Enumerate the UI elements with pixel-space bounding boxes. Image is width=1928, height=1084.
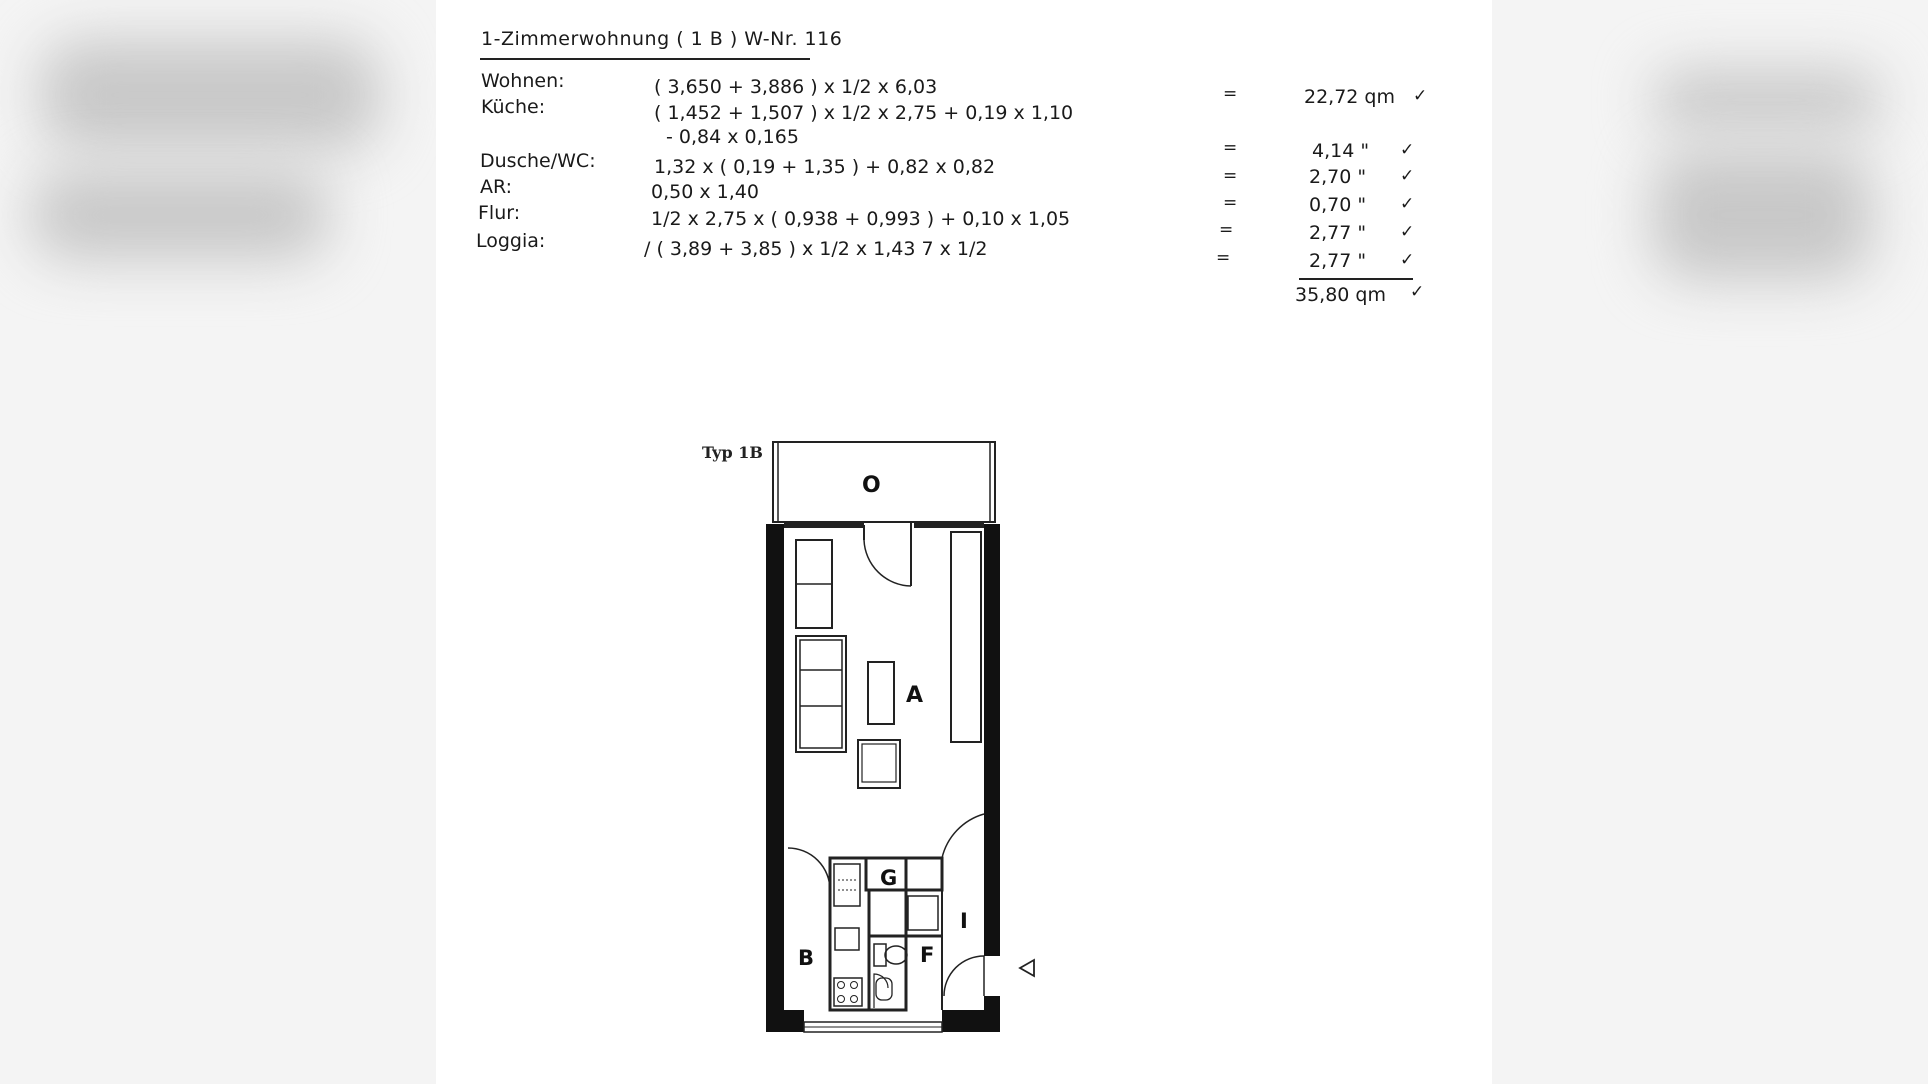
total-value: 35,80 qm: [1295, 284, 1387, 306]
row-label-flur: Flur:: [478, 202, 521, 224]
check-mark: ✓: [1400, 222, 1415, 242]
row-value-flur: 2,77 ": [1309, 222, 1367, 244]
row-value-dusche-wc: 2,70 ": [1309, 166, 1367, 188]
shower: [908, 896, 938, 930]
row-formula-flur: 1/2 x 2,75 x ( 0,938 + 0,993 ) + 0,10 x 1,05: [651, 208, 1071, 230]
row-equals: =: [1216, 248, 1231, 268]
loggia-outline: [773, 442, 995, 522]
check-mark: ✓: [1400, 194, 1415, 214]
room-g: [866, 858, 942, 890]
wall-right: [984, 524, 1000, 956]
row-formula-ar: 0,50 x 1,40: [651, 181, 759, 203]
room-label-b: B: [798, 946, 815, 970]
document-page: [436, 0, 1492, 1084]
entrance-door-swing: [944, 956, 984, 996]
room-label-i: I: [960, 909, 968, 933]
door-swing: [788, 848, 830, 890]
page-title: 1-Zimmerwohnung ( 1 B ) W-Nr. 116: [481, 28, 843, 50]
row-value-wohnen: 22,72 qm: [1304, 86, 1396, 108]
check-mark: ✓: [1400, 250, 1415, 270]
blurred-background-left: [0, 0, 436, 1084]
row-label-wohnen: Wohnen:: [481, 70, 565, 92]
blurred-background-right: [1492, 0, 1928, 1084]
room-label-g: G: [880, 866, 898, 890]
door-swing: [864, 540, 911, 586]
wardrobe: [951, 532, 981, 742]
toilet-tank: [874, 944, 886, 966]
row-equals: =: [1223, 138, 1238, 158]
row-equals: =: [1223, 84, 1238, 104]
row-formula-loggia: / ( 3,89 + 3,85 ) x 1/2 x 1,43 7 x 1/2: [644, 238, 988, 260]
room-label-a: A: [906, 683, 924, 708]
toilet-icon: [885, 946, 907, 964]
row-equals: =: [1223, 166, 1238, 186]
row-label-loggia: Loggia:: [476, 230, 546, 252]
armchair: [858, 740, 900, 788]
room-label-o: O: [862, 473, 881, 498]
check-mark: ✓: [1400, 140, 1415, 160]
row-label-ar: AR:: [480, 176, 513, 198]
entrance-arrow-icon: [1020, 960, 1034, 976]
row-equals: =: [1219, 220, 1234, 240]
check-mark: ✓: [1400, 166, 1415, 186]
plan-type-label: Typ 1B: [702, 443, 763, 462]
washbasin: [876, 978, 892, 1000]
kitchen-counter: [834, 864, 860, 906]
wall-left: [766, 524, 784, 1032]
row-value-ar: 0,70 ": [1309, 194, 1367, 216]
door-swing: [942, 814, 984, 858]
table: [868, 662, 894, 724]
row-label-dusche-wc: Dusche/WC:: [480, 150, 596, 172]
floor-plan: [436, 0, 1492, 1084]
row-formula-kueche-line2: - 0,84 x 0,165: [666, 126, 799, 148]
row-formula-wohnen: ( 3,650 + 3,886 ) x 1/2 x 6,03: [654, 76, 938, 98]
row-value-loggia: 2,77 ": [1309, 250, 1367, 272]
check-mark: ✓: [1410, 282, 1425, 302]
room-label-f: F: [920, 943, 935, 967]
row-value-kueche: 4,14 ": [1312, 140, 1370, 162]
row-equals: =: [1223, 193, 1238, 213]
check-mark: ✓: [1413, 86, 1428, 106]
wall-right-lower: [984, 996, 1000, 1032]
sofa: [796, 636, 846, 752]
row-formula-kueche: ( 1,452 + 1,507 ) x 1/2 x 2,75 + 0,19 x 1,10: [654, 102, 1074, 124]
sink: [835, 928, 859, 950]
row-label-kueche: Küche:: [481, 96, 546, 118]
row-formula-dusche-wc: 1,32 x ( 0,19 + 1,35 ) + 0,82 x 0,82: [654, 156, 996, 178]
